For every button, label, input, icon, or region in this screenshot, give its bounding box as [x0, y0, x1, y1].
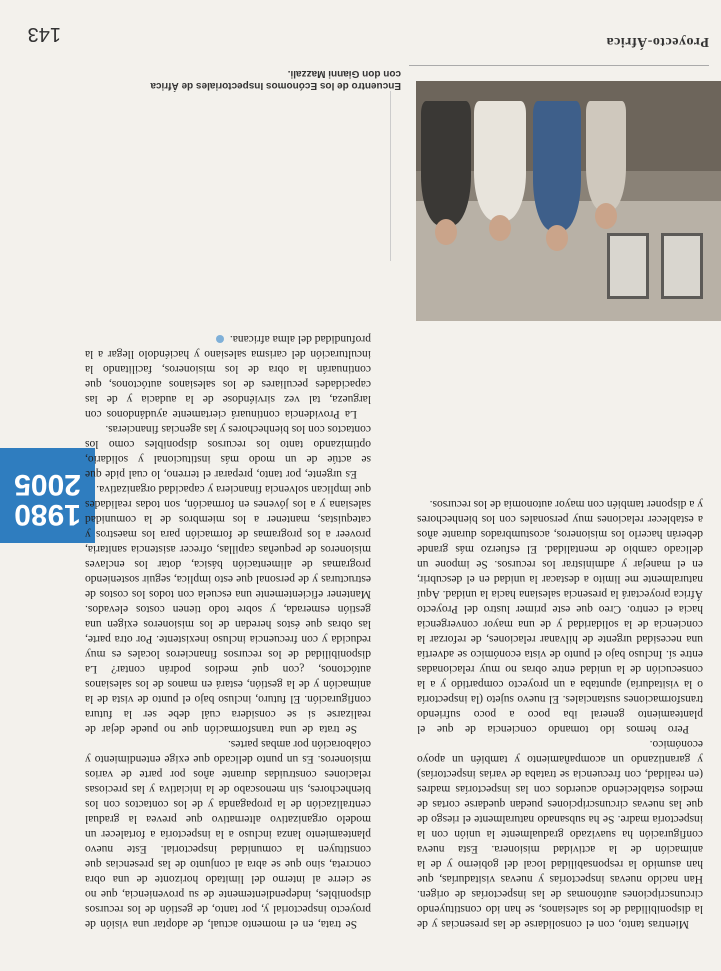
paragraph: [85, 331, 371, 421]
badge-year-start: 1980: [14, 498, 81, 531]
paragraph-text: La Providencia continuará ciertamente ayudándonos con largueza, tal vez sirviéndose de la audacia y de las capacidades peculiares de los salesianos autóctonos, que continuarán la obra de los misioneros, facilitando la inculturación del carisma salesiano y haciéndolo llegar a la profundidad del alma africana.: [85, 333, 371, 420]
photo-person-head: [489, 215, 511, 241]
end-mark-icon: [216, 335, 224, 343]
photo-person-head: [546, 225, 568, 251]
photo-window: [607, 233, 649, 299]
section-header: Proyecto-África: [606, 34, 709, 49]
anniversary-badge: [0, 448, 95, 543]
header-rule: [409, 65, 709, 66]
photo-meeting: [416, 81, 721, 321]
column-divider: [390, 91, 391, 261]
paragraph: Es urgente, por tanto, preparar el terreno, lo cual pide que se actúe de un modo más institucional y solidario, optimizando tanto los recursos disponibles como los contactos con los bienhechores y las agencias financieras.: [85, 423, 371, 480]
photo-person-head: [595, 203, 617, 229]
paragraph: Se trata, en el momento actual, de adoptar una visión de proyecto inspectorial y, por tanto, de gestión de los recursos disponibles, independientemente de su proveniencia, que no se cierre al interno del limitado horizonte de una obra concreta, sino que se abra al conjunto de las presencias que constituyen la comunidad inspectorial. Este nuevo planteamiento lanza incluso a la inspectoría a fortalecer un modelo organizativo alternativo que prevea la gradual centralización de la propaganda y de los contactos con los bienhechores, sin menoscabo de la iniciativa y las preciosas relaciones construidas durante años por parte de varios misioneros. Es un punto delicado que exige entendimiento y colaboración por ambas partes.: [85, 738, 371, 930]
page-number: 143: [27, 23, 61, 45]
photo-person: [421, 101, 471, 226]
left-column-top: [417, 496, 703, 931]
photo-person: [586, 101, 626, 211]
photo-person: [474, 101, 526, 221]
photo-caption: [71, 67, 401, 91]
paragraph: Mientras tanto, con el consolidarse de las presencias y de la disponibilidad de los salesianos, se han ido constituyendo circunscripciones autónomas de las inspectorías de origen. Han nacido nuevas inspectorías y nuevas visitadurías, que han asumido la responsabilidad local del gobierno y de la animación de la actividad misionera. Esta nueva configuración ha suavizado gradualmente la unión con la inspectoría madre. Se ha subsanado naturalmente el riesgo de que las nuevas circunscripciones puedan quedarse cortas de medios estableciendo acuerdos con las inspectorías madres (en realidad, con frecuencia se trataba de varias inspectorías) y garantizando un acompañamiento y también un apoyo económico.: [417, 738, 703, 930]
right-column: [85, 331, 371, 931]
paragraph: Se trata de una transformación que no puede dejar de realizarse si se considera cuál debe ser la futura configuración. El futuro, incluso bajo el punto de vista de la animación y de la gestión, estará en manos de los salesianos autóctonos, ¿con qué medios podrán contar? La disponibilidad de los recursos financieros locales es muy reducida y con frecuencia incluso inexistente. Por otra parte, las obras que éstos heredan de los misioneros exigen una gestión esmerada, y sobre todo tienen costos elevados. Mantener eficientemente una escuela con todos los costos de estructuras y de personal que esto implica, seguir sosteniendo programas de alimentación básica, dotar los enclaves misioneros de pequeñas capillas, ofrecer asistencia sanitaria, proveer a los programas de formación para los maestros y catequistas, mantener a los miembros de la comunidad salesiana y a los jóvenes en formación, son todas realidades que implican solvencia financiera y capacidad organizativa.: [85, 483, 371, 735]
paragraph: Pero hemos ido tomando conciencia de que el planteamiento general iba poco a poco sufriendo transformaciones sustanciales. El nuevo sujeto (la inspectoría o la visitaduría) apuntaba a un proyecto compartido y a la consecución de la unidad entre obras no muy relacionadas entre sí. Incluso bajo el punto de vista económico se advertía una necesidad urgente de hilvanar relaciones, de reforzar la conciencia de la solidaridad y de una mayor convergencia hacia el centro. Creo que este primer lustro del Proyecto África proyectará la presencia salesiana hacia la unidad. Aquí naturalmente me limito a destacar la unidad en el descubrir, en el manejar y administrar los recursos. Se impone un delicado cambio de mentalidad. El esfuerzo más grande deberán hacerlo los misioneros, acostumbrados durante años a establecer relaciones muy personales con los bienhechores y a disponer también con mayor autonomía de los recursos.: [417, 498, 703, 735]
caption-line: con don Gianni Mazzali.: [287, 68, 401, 79]
badge-year-end: 2005: [14, 468, 81, 501]
photo-window: [661, 233, 703, 299]
photo-person-head: [435, 219, 457, 245]
photo-person: [533, 101, 581, 231]
caption-line: Encuentro de los Ecónomos Inspectoriales de África: [150, 80, 401, 91]
